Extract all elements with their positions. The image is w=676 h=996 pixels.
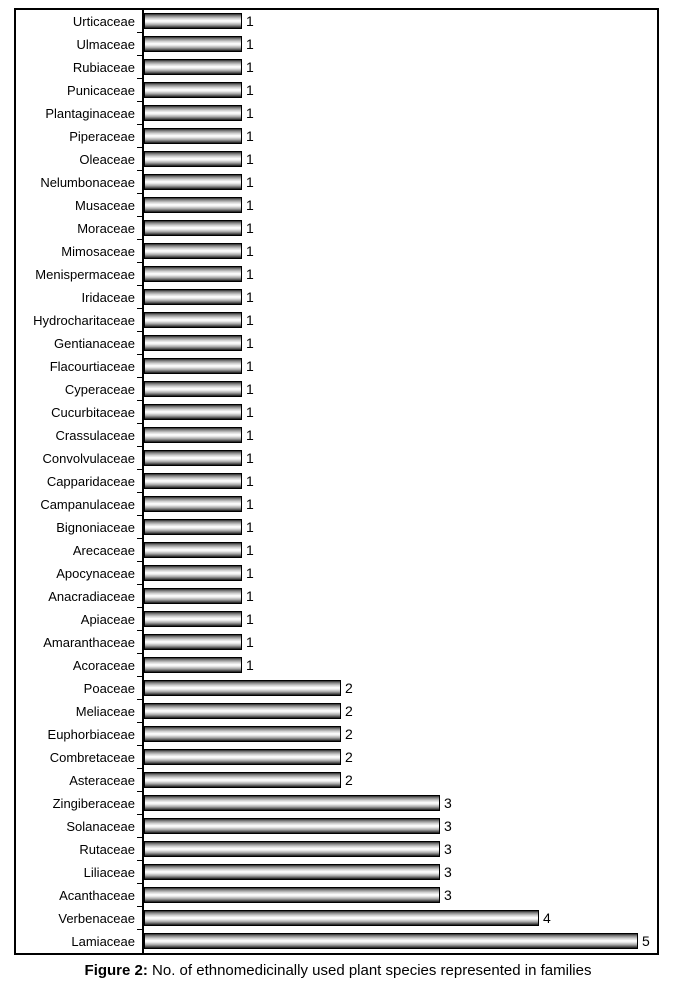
value-label: 1 <box>246 266 254 282</box>
value-label: 2 <box>345 726 353 742</box>
value-label: 1 <box>246 335 254 351</box>
category-label: Verbenaceae <box>58 911 135 926</box>
bar <box>144 13 242 29</box>
plot-area <box>142 378 657 401</box>
plot-area <box>142 401 657 424</box>
plot-area <box>142 240 657 263</box>
plot-area <box>142 631 657 654</box>
category-label: Apocynaceae <box>56 566 135 581</box>
value-label: 1 <box>246 197 254 213</box>
plot-area <box>142 332 657 355</box>
value-label: 1 <box>246 634 254 650</box>
plot-area <box>142 447 657 470</box>
plot-area <box>142 815 657 838</box>
bar <box>144 473 242 489</box>
value-label: 1 <box>246 243 254 259</box>
bar <box>144 358 242 374</box>
chart-row <box>16 815 657 838</box>
category-label: Hydrocharitaceae <box>33 313 135 328</box>
figure-caption-text: No. of ethnomedicinally used plant species represented in families <box>147 962 592 979</box>
value-label: 1 <box>246 289 254 305</box>
value-label: 1 <box>246 496 254 512</box>
bar <box>144 726 341 742</box>
chart-row <box>16 723 657 746</box>
bar <box>144 59 242 75</box>
chart-row <box>16 631 657 654</box>
plot-area <box>142 470 657 493</box>
bar <box>144 795 440 811</box>
bar <box>144 772 341 788</box>
plot-area <box>142 746 657 769</box>
figure-caption-label: Figure 2: <box>84 962 148 979</box>
category-label: Moraceae <box>77 221 135 236</box>
plot-area <box>142 171 657 194</box>
value-label: 1 <box>246 358 254 374</box>
value-label: 1 <box>246 611 254 627</box>
category-label: Capparidaceae <box>46 474 135 489</box>
figure-caption <box>0 961 676 981</box>
value-label: 1 <box>246 473 254 489</box>
chart-row <box>16 194 657 217</box>
value-label: 1 <box>246 588 254 604</box>
plot-area <box>142 79 657 102</box>
value-label: 1 <box>246 128 254 144</box>
chart-row <box>16 562 657 585</box>
bar <box>144 36 242 52</box>
bar <box>144 680 341 696</box>
bar <box>144 335 242 351</box>
category-label: Solanaceae <box>66 819 135 834</box>
category-label: Combretaceae <box>49 750 135 765</box>
category-label: Arecaceae <box>72 543 135 558</box>
plot-area <box>142 585 657 608</box>
chart-row <box>16 378 657 401</box>
chart-row <box>16 240 657 263</box>
chart-row <box>16 884 657 907</box>
value-label: 1 <box>246 82 254 98</box>
chart-row <box>16 792 657 815</box>
value-label: 1 <box>246 36 254 52</box>
chart-row <box>16 493 657 516</box>
chart-row <box>16 79 657 102</box>
bar <box>144 151 242 167</box>
plot-area <box>142 194 657 217</box>
plot-area <box>142 424 657 447</box>
bar <box>144 933 638 949</box>
bar <box>144 749 341 765</box>
chart-row <box>16 56 657 79</box>
plot-area <box>142 56 657 79</box>
category-label: Flacourtiaceae <box>49 359 135 374</box>
bar <box>144 197 242 213</box>
category-label: Menispermaceae <box>35 267 135 282</box>
bar <box>144 588 242 604</box>
bar <box>144 404 242 420</box>
plot-area <box>142 838 657 861</box>
category-label: Campanulaceae <box>40 497 135 512</box>
chart-row <box>16 401 657 424</box>
category-label: Convolvulaceae <box>42 451 135 466</box>
category-label: Anacradiaceae <box>48 589 135 604</box>
plot-area <box>142 884 657 907</box>
chart-rows <box>16 10 657 953</box>
chart-row <box>16 355 657 378</box>
chart-row <box>16 33 657 56</box>
value-label: 1 <box>246 220 254 236</box>
bar <box>144 887 440 903</box>
category-label: Ulmaceae <box>76 37 135 52</box>
bar <box>144 519 242 535</box>
chart-row <box>16 171 657 194</box>
bar <box>144 611 242 627</box>
category-label: Poaceae <box>83 681 135 696</box>
chart-row <box>16 148 657 171</box>
category-label: Musaceae <box>75 198 135 213</box>
chart-row <box>16 263 657 286</box>
chart-row <box>16 447 657 470</box>
category-label: Nelumbonaceae <box>40 175 135 190</box>
chart-row <box>16 516 657 539</box>
bar <box>144 542 242 558</box>
plot-area <box>142 493 657 516</box>
chart-row <box>16 907 657 930</box>
value-label: 1 <box>246 381 254 397</box>
category-label: Rutaceae <box>79 842 135 857</box>
value-label: 1 <box>246 105 254 121</box>
bar <box>144 450 242 466</box>
plot-area <box>142 33 657 56</box>
value-label: 3 <box>444 887 452 903</box>
category-label: Mimosaceae <box>61 244 135 259</box>
plot-area <box>142 263 657 286</box>
bar <box>144 82 242 98</box>
chart-row <box>16 769 657 792</box>
chart-row <box>16 309 657 332</box>
chart-row <box>16 930 657 953</box>
plot-area <box>142 907 657 930</box>
plot-area <box>142 677 657 700</box>
category-label: Plantaginaceae <box>45 106 135 121</box>
plot-area <box>142 608 657 631</box>
category-label: Acanthaceae <box>59 888 135 903</box>
category-label: Acoraceae <box>72 658 135 673</box>
plot-area <box>142 309 657 332</box>
category-label: Apiaceae <box>80 612 135 627</box>
plot-area <box>142 539 657 562</box>
category-label: Meliaceae <box>75 704 135 719</box>
category-label: Iridaceae <box>81 290 135 305</box>
plot-area <box>142 217 657 240</box>
category-label: Oleaceae <box>79 152 135 167</box>
category-label: Urticaceae <box>72 14 135 29</box>
plot-area <box>142 930 657 953</box>
chart-row <box>16 608 657 631</box>
value-label: 1 <box>246 151 254 167</box>
value-label: 1 <box>246 13 254 29</box>
category-label: Lamiaceae <box>71 934 135 949</box>
category-label: Euphorbiaceae <box>47 727 135 742</box>
category-label: Asteraceae <box>69 773 135 788</box>
plot-area <box>142 148 657 171</box>
value-label: 1 <box>246 174 254 190</box>
chart-row <box>16 838 657 861</box>
bar <box>144 703 341 719</box>
category-label: Cyperaceae <box>64 382 135 397</box>
bar <box>144 910 539 926</box>
plot-area <box>142 355 657 378</box>
category-label: Zingiberaceae <box>52 796 135 811</box>
bar <box>144 174 242 190</box>
chart-row <box>16 585 657 608</box>
value-label: 2 <box>345 772 353 788</box>
value-label: 1 <box>246 312 254 328</box>
plot-area <box>142 286 657 309</box>
chart-row <box>16 654 657 677</box>
bar <box>144 864 440 880</box>
bar <box>144 496 242 512</box>
plot-area <box>142 102 657 125</box>
bar <box>144 657 242 673</box>
value-label: 5 <box>642 933 650 949</box>
bar <box>144 266 242 282</box>
value-label: 1 <box>246 404 254 420</box>
category-label: Punicaceae <box>67 83 135 98</box>
plot-area <box>142 769 657 792</box>
chart-row <box>16 125 657 148</box>
chart-row <box>16 217 657 240</box>
bar <box>144 289 242 305</box>
plot-area <box>142 125 657 148</box>
plot-area <box>142 654 657 677</box>
category-label: Gentianaceae <box>54 336 135 351</box>
value-label: 2 <box>345 749 353 765</box>
plot-area <box>142 723 657 746</box>
bar <box>144 128 242 144</box>
chart-row <box>16 700 657 723</box>
category-label: Cucurbitaceae <box>51 405 135 420</box>
bar-chart <box>14 8 659 955</box>
plot-area <box>142 861 657 884</box>
value-label: 3 <box>444 795 452 811</box>
bar <box>144 220 242 236</box>
chart-row <box>16 286 657 309</box>
value-label: 2 <box>345 680 353 696</box>
category-label: Bignoniaceae <box>56 520 135 535</box>
category-label: Amaranthaceae <box>43 635 135 650</box>
value-label: 3 <box>444 864 452 880</box>
bar <box>144 818 440 834</box>
value-label: 1 <box>246 657 254 673</box>
chart-row <box>16 102 657 125</box>
chart-row <box>16 10 657 33</box>
value-label: 1 <box>246 450 254 466</box>
value-label: 3 <box>444 841 452 857</box>
plot-area <box>142 562 657 585</box>
chart-row <box>16 539 657 562</box>
value-label: 1 <box>246 519 254 535</box>
bar <box>144 565 242 581</box>
category-label: Rubiaceae <box>72 60 135 75</box>
plot-area <box>142 10 657 33</box>
chart-row <box>16 470 657 493</box>
bar <box>144 381 242 397</box>
bar <box>144 841 440 857</box>
bar <box>144 243 242 259</box>
value-label: 1 <box>246 427 254 443</box>
bar <box>144 312 242 328</box>
category-label: Crassulaceae <box>55 428 135 443</box>
chart-row <box>16 424 657 447</box>
bar <box>144 634 242 650</box>
category-label: Piperaceae <box>69 129 135 144</box>
plot-area <box>142 516 657 539</box>
value-label: 1 <box>246 565 254 581</box>
chart-row <box>16 746 657 769</box>
chart-row <box>16 861 657 884</box>
value-label: 2 <box>345 703 353 719</box>
chart-row <box>16 332 657 355</box>
category-label: Liliaceae <box>83 865 135 880</box>
value-label: 4 <box>543 910 551 926</box>
value-label: 1 <box>246 542 254 558</box>
value-label: 3 <box>444 818 452 834</box>
chart-row <box>16 677 657 700</box>
plot-area <box>142 792 657 815</box>
plot-area <box>142 700 657 723</box>
bar <box>144 105 242 121</box>
value-label: 1 <box>246 59 254 75</box>
bar <box>144 427 242 443</box>
